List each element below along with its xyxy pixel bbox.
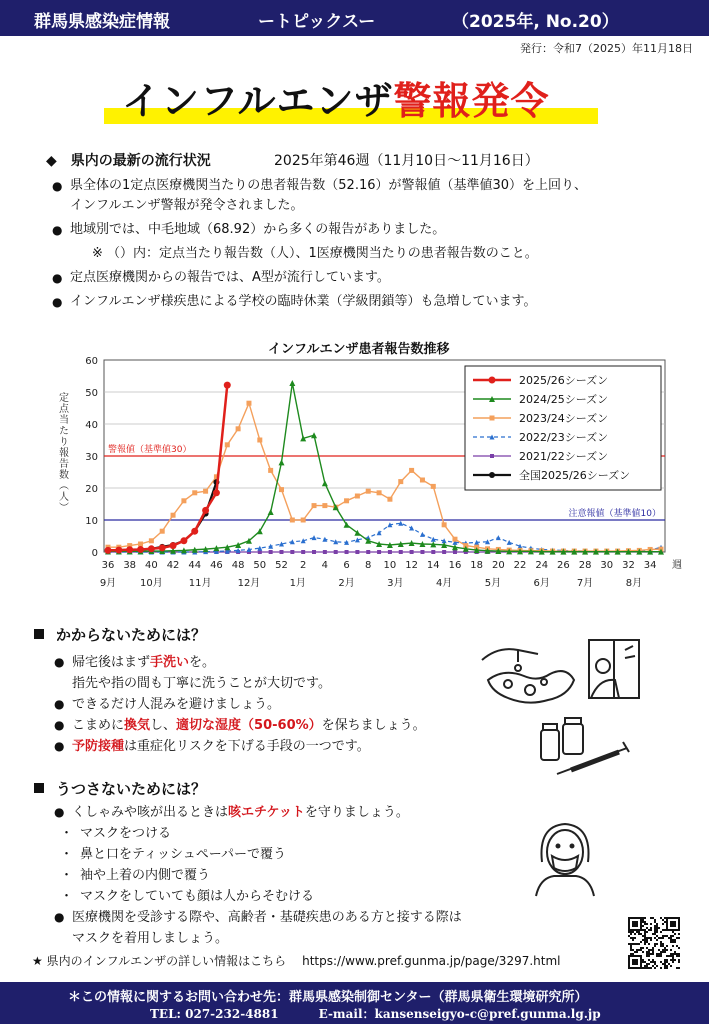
contact-footer	[0, 982, 709, 1024]
data-point	[388, 550, 392, 554]
x-tick-label: 22	[513, 560, 527, 571]
legend-label: 2024/25シーズン	[519, 393, 609, 406]
data-point	[149, 538, 154, 543]
vaccine-icon	[537, 716, 633, 776]
y-tick-label: 0	[91, 548, 98, 559]
list-item: ● 予防接種は重症化リスクを下げる手段の一つです。	[54, 739, 370, 754]
footer-link-row	[32, 952, 561, 969]
data-point	[431, 550, 435, 554]
list-item: ● 医療機関を受診する際や、高齢者・基礎疾患のある方と接する際は マスクを着用しましょう。	[54, 910, 462, 946]
x-tick-label: 18	[470, 560, 484, 571]
sub-item: ・ 袖や上着の内側で覆う	[60, 868, 211, 883]
data-point	[290, 550, 294, 554]
month-label: 7月	[576, 578, 594, 589]
data-point	[322, 503, 327, 508]
month-label: 3月	[387, 578, 404, 589]
x-tick-label: 46	[210, 560, 223, 571]
x-tick-label: 10	[383, 560, 397, 571]
data-point	[126, 546, 133, 553]
data-point	[312, 503, 317, 508]
x-tick-label: 50	[253, 560, 267, 571]
x-tick-label: 12	[405, 560, 418, 571]
x-tick-label: 週	[672, 560, 682, 571]
list-item-continued: 指先や指の間も丁寧に洗うことが大切です。	[72, 676, 331, 691]
month-label: 12月	[237, 578, 261, 589]
data-point	[191, 528, 198, 535]
data-point	[268, 468, 273, 473]
x-tick-label: 44	[188, 560, 202, 571]
ventilation-icon	[585, 636, 645, 706]
data-point	[387, 497, 392, 502]
contact-tel: TEL: 027-232-4881	[150, 1007, 279, 1021]
x-tick-label: 24	[535, 560, 549, 571]
list-item: ● 県全体の1定点医療機関当たりの患者報告数（52.16）が警報値（基準値30）を上回り、 インフルエンザ警報が発令されました。	[52, 178, 588, 213]
y-tick-label: 50	[85, 388, 98, 399]
data-point	[137, 546, 144, 553]
x-tick-label: 2	[299, 560, 307, 571]
data-point	[301, 550, 305, 554]
handwash-icon	[478, 640, 578, 710]
data-point	[366, 550, 370, 554]
data-point	[290, 518, 295, 523]
month-label: 1月	[289, 578, 306, 589]
month-label: 4月	[435, 578, 453, 589]
x-tick-label: 52	[275, 560, 288, 571]
month-label: 6月	[533, 578, 550, 589]
data-point	[377, 490, 382, 495]
data-point	[431, 484, 436, 489]
contact-line: ＊この情報に関するお問い合わせ先：群馬県感染制御センター（群馬県衛生環境研究所）	[68, 990, 588, 1005]
sub-item: ・ マスクをつける	[60, 826, 172, 841]
data-point	[344, 498, 349, 503]
legend-marker	[489, 377, 496, 384]
data-point	[159, 544, 166, 551]
section3-title: うつさないためには？	[34, 778, 206, 799]
data-point	[355, 494, 360, 499]
legend-marker	[490, 416, 495, 421]
month-label: 11月	[188, 578, 212, 589]
data-point	[420, 478, 425, 483]
data-point	[202, 507, 209, 514]
threshold-label: 注意報値（基準値10）	[568, 509, 661, 519]
data-point	[279, 487, 284, 492]
mask-person-icon	[532, 816, 598, 898]
x-tick-label: 4	[321, 560, 329, 571]
contact-details	[150, 1005, 601, 1022]
data-point	[225, 442, 230, 447]
data-point	[398, 479, 403, 484]
headline	[104, 64, 598, 128]
y-axis-label: 定点当たり報告数（人）	[56, 392, 68, 513]
data-point	[257, 438, 262, 443]
x-tick-label: 26	[557, 560, 570, 571]
contact-email[interactable]: E-mail：kansenseigyo-c@pref.gunma.lg.jp	[318, 1007, 601, 1021]
newsletter-title: 群馬県感染症情報	[34, 12, 170, 32]
data-point	[377, 550, 381, 554]
data-point	[148, 545, 155, 552]
y-tick-label: 20	[85, 484, 98, 495]
section2-bullets	[54, 652, 484, 757]
sub-item: ・ マスクをしていても顔は人からそむける	[60, 889, 315, 904]
y-tick-label: 10	[85, 516, 98, 527]
data-point	[442, 550, 446, 554]
legend-label: 2022/23シーズン	[519, 431, 609, 444]
footer-link-url[interactable]: https://www.pref.gunma.jp/page/3297.html	[302, 954, 561, 968]
data-point	[334, 550, 338, 554]
legend-marker	[489, 472, 495, 478]
sub-item: ・ 鼻と口をティッシュペーパーで覆う	[60, 847, 287, 862]
data-point	[269, 550, 273, 554]
y-tick-label: 30	[85, 452, 98, 463]
list-item: ● こまめに換気し、適切な湿度（50-60%）を保ちましょう。	[54, 718, 426, 733]
data-point	[138, 542, 143, 547]
legend-marker	[490, 454, 494, 458]
list-item: ● 地域別では、中毛地域（68.92）から多くの報告がありました。	[52, 222, 446, 237]
note: ※ （）内：定点当たり報告数（人）、1医療機関当たりの患者報告数のこと。	[92, 246, 538, 261]
data-point	[312, 550, 316, 554]
data-point	[105, 547, 112, 554]
month-label: 10月	[140, 578, 163, 589]
y-tick-label: 40	[85, 420, 98, 431]
x-tick-label: 38	[123, 560, 137, 571]
data-point	[345, 550, 349, 554]
qr-code-icon[interactable]	[628, 917, 680, 969]
newsletter-subtitle: ートピックスー	[258, 12, 376, 32]
data-point	[160, 529, 165, 534]
chart-title: インフルエンザ患者報告数推移	[268, 342, 450, 357]
x-tick-label: 20	[491, 560, 505, 571]
x-tick-label: 34	[643, 560, 657, 571]
data-point	[410, 550, 414, 554]
section2-title: かからないためには？	[34, 624, 206, 645]
data-point	[323, 550, 327, 554]
data-point	[442, 522, 447, 527]
x-tick-label: 32	[622, 560, 635, 571]
month-label: 2月	[338, 578, 355, 589]
footer-link-text: ★ 県内のインフルエンザの詳しい情報はこちら	[32, 954, 287, 968]
headline-part1: インフルエンザ	[122, 79, 394, 123]
legend-label: 全国2025/26シーズン	[519, 469, 631, 482]
data-point	[420, 550, 424, 554]
list-item: ● 定点医療機関からの報告では、A型が流行しています。	[52, 270, 390, 285]
section1-bullets	[52, 176, 672, 316]
influenza-chart	[40, 352, 680, 602]
section1-week: 2025年第46週（11月10日～11月16日）	[274, 153, 539, 169]
data-point	[366, 489, 371, 494]
data-point	[246, 401, 251, 406]
data-point	[452, 537, 457, 542]
data-point	[453, 550, 457, 554]
x-tick-label: 28	[578, 560, 592, 571]
headline-part2: 警報発令	[393, 79, 550, 123]
month-label: 9月	[99, 578, 117, 589]
list-item: ● 帰宅後はまず手洗いを。	[54, 655, 216, 670]
x-tick-label: 6	[343, 560, 350, 571]
data-point	[213, 489, 220, 496]
data-point	[181, 498, 186, 503]
data-point	[301, 518, 306, 523]
x-tick-label: 14	[426, 560, 440, 571]
data-point	[409, 468, 414, 473]
list-item: ● くしゃみや咳が出るときは咳エチケットを守りましょう。	[54, 805, 409, 820]
data-point	[224, 382, 231, 389]
data-point	[171, 513, 176, 518]
section3-bullets	[54, 802, 524, 949]
x-tick-label: 48	[231, 560, 245, 571]
data-point	[355, 550, 359, 554]
legend-label: 2025/26シーズン	[519, 374, 609, 387]
y-tick-label: 60	[85, 356, 98, 367]
list-item: ● できるだけ人混みを避けましょう。	[54, 697, 281, 712]
header-bar	[0, 0, 709, 36]
month-label: 8月	[625, 578, 643, 589]
data-point	[192, 490, 197, 495]
x-tick-label: 42	[166, 560, 180, 571]
data-point	[115, 547, 122, 554]
data-point	[180, 537, 187, 544]
x-tick-label: 36	[101, 560, 115, 571]
threshold-label: 警報値（基準値30）	[108, 445, 192, 455]
month-label: 5月	[484, 578, 502, 589]
data-point	[203, 489, 208, 494]
list-item: ● インフルエンザ様疾患による学校の臨時休業（学級閉鎖等）も急増しています。	[52, 294, 537, 309]
x-tick-label: 30	[600, 560, 614, 571]
data-point	[399, 550, 403, 554]
data-point	[279, 550, 283, 554]
data-point	[236, 426, 241, 431]
newsletter-volume: （2025年, No.20）	[452, 12, 619, 32]
legend-label: 2023/24シーズン	[519, 412, 609, 425]
data-point	[170, 542, 177, 549]
issue-date: 発行：令和7（2025）年11月18日	[520, 42, 693, 55]
x-tick-label: 8	[365, 560, 372, 571]
legend-label: 2021/22シーズン	[519, 450, 609, 463]
x-tick-label: 40	[145, 560, 158, 571]
section1-title: ◆ 県内の最新の流行状況	[46, 153, 211, 169]
x-tick-label: 16	[448, 560, 462, 571]
